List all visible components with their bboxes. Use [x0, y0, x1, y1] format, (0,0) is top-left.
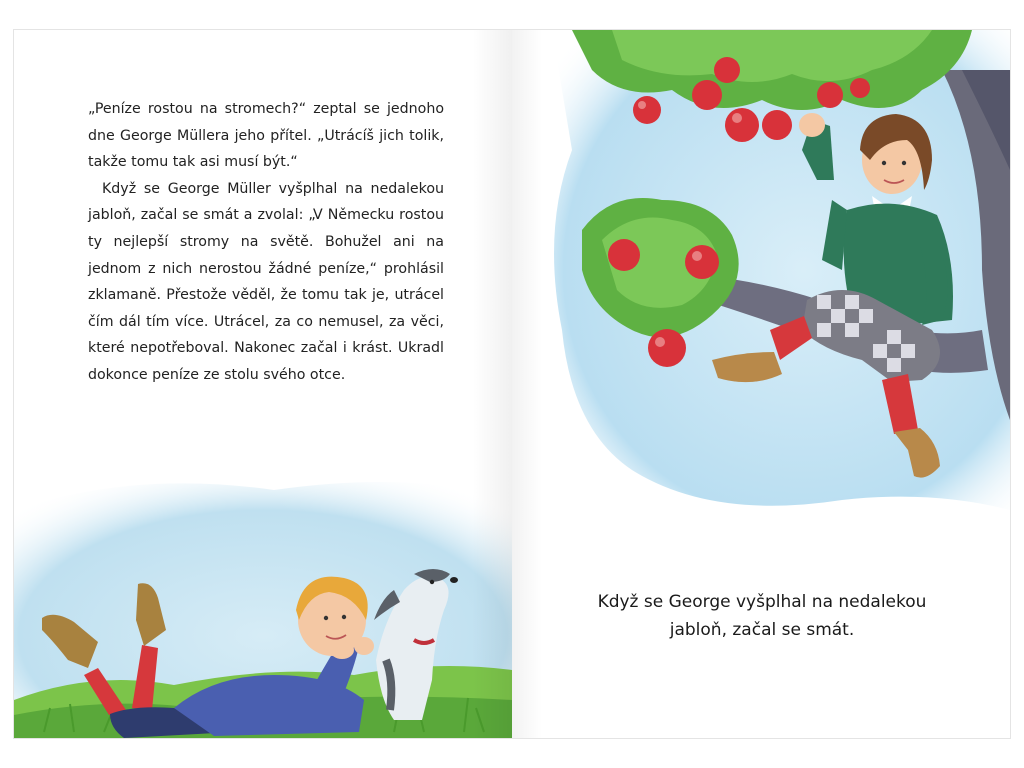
right-page: [512, 30, 1010, 738]
illustration-boy-in-apple-tree: [512, 30, 1010, 530]
caption-line-1: Když se George vyšplhal na nedalekou: [597, 592, 927, 612]
illustration-caption: [562, 588, 962, 644]
illustration-boy-and-dog: [14, 470, 512, 738]
left-page: [14, 30, 512, 738]
caption-line-2: jabloň, začal se smát.: [669, 620, 855, 640]
book-spread: [14, 30, 1010, 738]
paragraph-2: Když se George Müller vyšplhal na nedalekou jabloň, začal se smát a zvolal: „V Německu rostou ty nejlepší stromy na světě. Bohužel ani na jednom z nich nerostou žádné peníze,“ prohlásil zklamaně. Přestože věděl, že tomu tak je, utrácel čím dál tím více. Utrácel, za co nemusel, za věci, které nepotřeboval. Nakonec začal i krást. Ukradl dokonce peníze ze stolu svého otce.: [88, 180, 444, 383]
story-text: [88, 96, 444, 389]
paragraph-1: „Peníze rostou na stromech?“ zeptal se jednoho dne George Müllera jeho přítel. „Utrácíš jich tolik, takže tomu tak asi musí být.“: [88, 101, 444, 171]
